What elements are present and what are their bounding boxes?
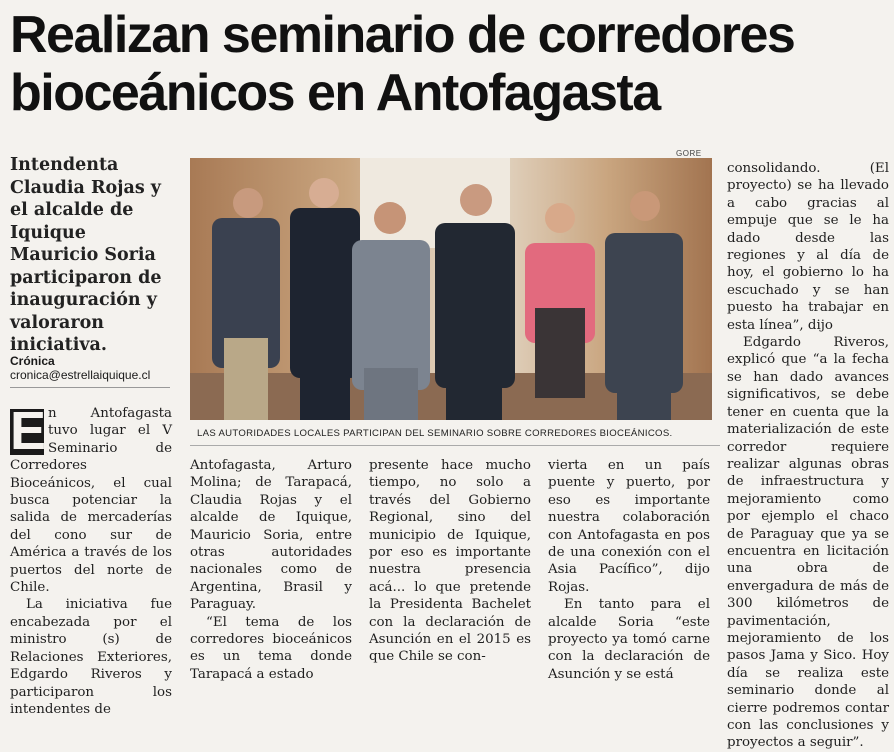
column-1-text-1: n Antofagasta tuvo lugar el V Seminario de Corredores Bioceánicos, el cual busca potenciar la salida de mercaderías del cono sur de América a través de los puertos del norte de Chile. — [10, 406, 172, 596]
column-5-paragraph-1: consolidando. (El proyecto) se ha llevado a cabo gracias al empuje que se le ha dado desde las regiones y al día de hoy, el gobierno lo ha escuchado y se han puesto ha trabajar en esta línea”, dijo — [727, 161, 889, 333]
byline — [10, 354, 180, 382]
column-2-paragraph-1: Antofagasta, Arturo Molina; de Tarapacá, Claudia Rojas y el alcalde de Iquique, Mauricio Soria, entre otras autoridades nacionales como de Argentina, Brasil y Paraguay. — [190, 458, 352, 613]
byline-email: cronica@estrellaiquique.cl — [10, 368, 151, 382]
article-deck: Intendenta Claudia Rojas y el alcalde de Iquique Mauricio Soria participaron de inauguración y valoraron iniciativa. — [10, 155, 162, 355]
article-column-1 — [10, 401, 172, 718]
byline-divider — [10, 387, 170, 388]
news-photo — [190, 158, 712, 420]
column-3-paragraph-1: presente hace mucho tiempo, no solo a través del Gobierno Regional, sino del municipio de Iquique, por eso es importante nuestra presencia acá... lo que pretende la Presidenta Bachelet con la declaración de Asunción en el 2015 es que Chile se con- — [369, 458, 531, 665]
column-2-paragraph-2: “El tema de los corredores bioceánicos es un tema donde Tarapacá a estado — [190, 614, 352, 682]
caption-divider — [190, 445, 720, 446]
photo-credit: GORE — [676, 149, 702, 158]
headline — [10, 6, 890, 122]
article-column-5 — [727, 160, 889, 752]
headline-line-2: bioceánicos en Antofagasta — [10, 64, 660, 122]
column-1-paragraph-2: La iniciativa fue encabezada por el ministro (s) de Relaciones Exteriores, Edgardo Riveros y participaron los intendentes de — [10, 597, 172, 717]
column-4-paragraph-1: vierta en un país puente y puerto, por eso es importante nuestra colaboración con Antofagasta en pos de una conexión con el Asia Pacífico”, dijo Rojas. — [548, 458, 710, 595]
photo-caption: LAS AUTORIDADES LOCALES PARTICIPAN DEL SEMINARIO SOBRE CORREDORES BIOCEÁNICOS. — [197, 428, 673, 439]
byline-author: Crónica — [10, 354, 55, 368]
column-1-paragraph-1 — [10, 401, 172, 596]
article-column-4 — [548, 457, 710, 683]
article-column-3 — [369, 457, 531, 666]
column-5-paragraph-2: Edgardo Riveros, explicó que “a la fecha se han dado avances significativos, se debe tener en cuenta que la materialización de este corredor requiere realizar algunas obras de infraestructura y mejoramiento como por ejemplo el chaco de Paraguay que ya se encuentra en licitación una obra de envergadura de más de 300 kilómetros de pavimentación, mejoramiento de los pasos Jama y Sico. Hoy día se realiza este seminario donde al cierre podremos contar con las conclusiones y proyectos a seguir”. — [727, 335, 889, 751]
column-4-paragraph-2: En tanto para el alcalde Soria “este proyecto ya tomó carne con la declaración de Asunción y se está — [548, 597, 710, 682]
drop-cap: E — [10, 401, 47, 461]
headline-line-1: Realizan seminario de corredores — [10, 6, 795, 64]
article-column-2 — [190, 457, 352, 683]
